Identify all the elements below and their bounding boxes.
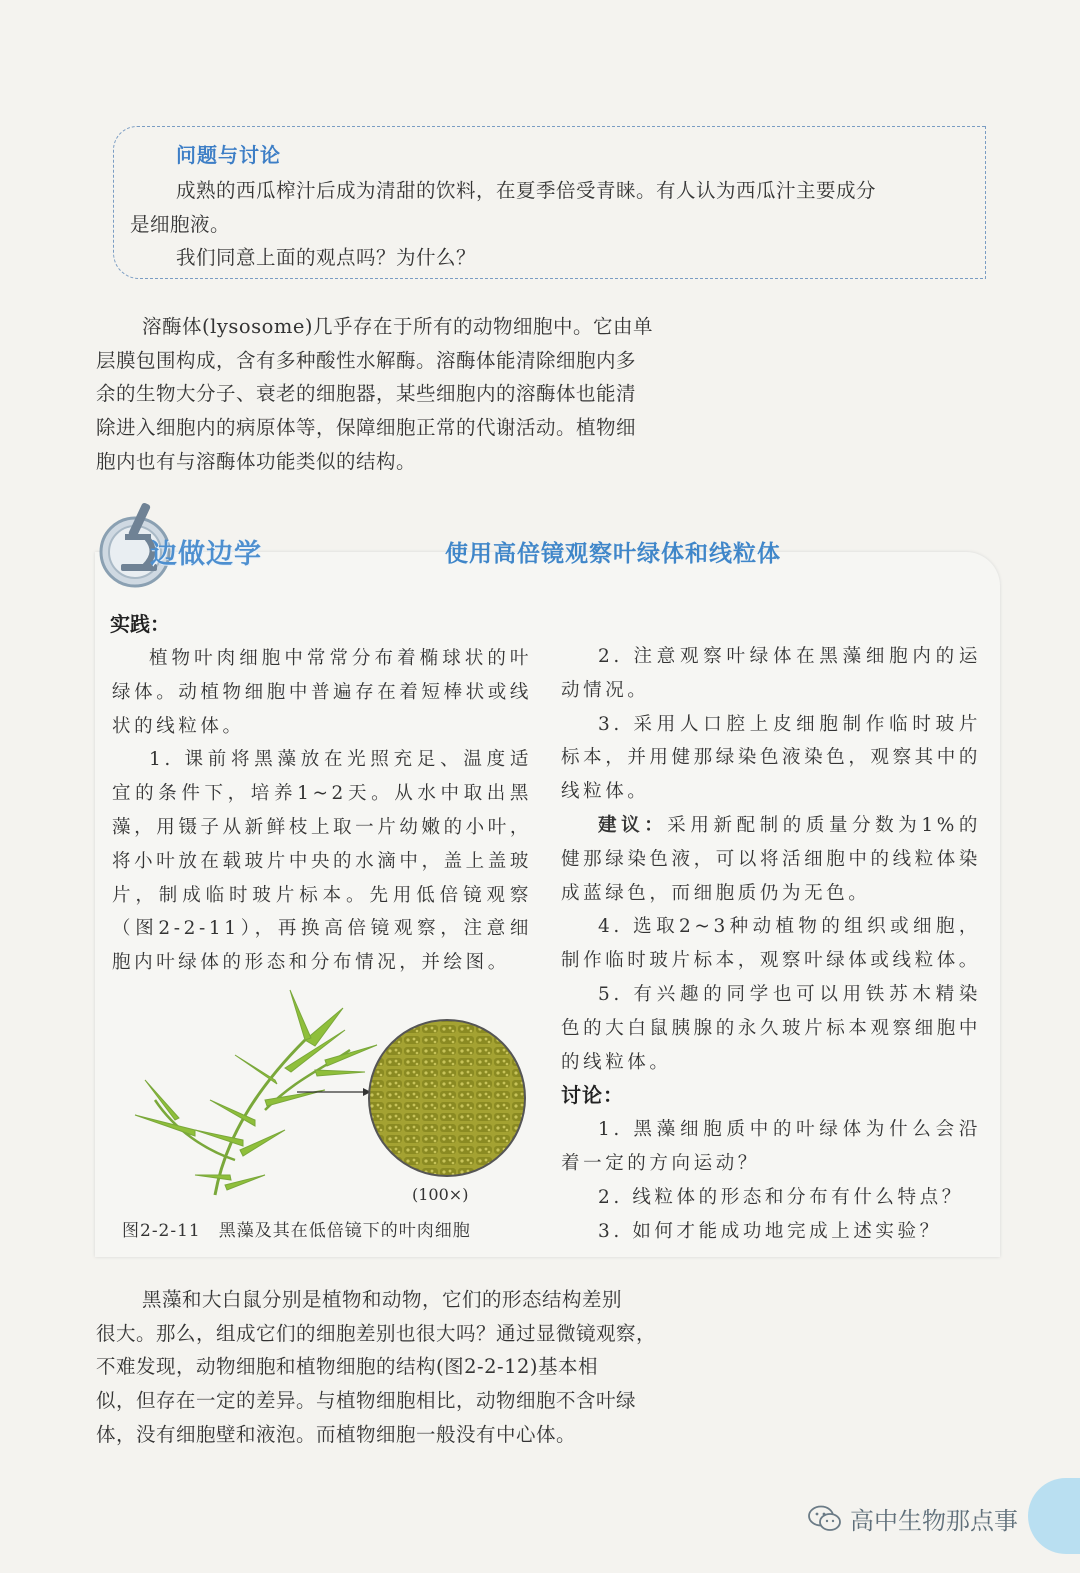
practice-heading: 实践：: [110, 612, 170, 636]
lysosome-paragraph: [96, 310, 696, 479]
closing-line: 不难发现，动物细胞和植物细胞的结构(图2-2-12)基本相: [96, 1355, 599, 1379]
lysosome-line: 溶酶体(lysosome)几乎存在于所有的动物细胞中。它由单: [142, 315, 653, 338]
discuss-question-2: 2. 线粒体的形态和分布有什么特点？: [598, 1186, 964, 1208]
practice-step-3: 3. 采用人口腔上皮细胞制作临时玻片标本，并用健那绿染色液染色，观察其中的线粒体。: [561, 713, 981, 803]
practice-step-1: 1. 课前将黑藻放在光照充足、温度适宜的条件下，培养1~2天。从水中取出黑藻，用镊子从新鲜枝上取一片幼嫩的小叶，将小叶放在载玻片中央的水滴中，盖上盖玻片，制成临时玻片标本。先用低倍镜观察（图2-2-11），再换高倍镜观察，注意细胞内叶绿体的形态和分布情况，并绘图。: [112, 749, 532, 974]
closing-paragraph: [96, 1283, 696, 1452]
discussion-line-3: 我们同意上面的观点吗？为什么？: [176, 246, 477, 270]
discussion-line-2: 是细胞液。: [130, 212, 231, 236]
practice-step-5: 5. 有兴趣的同学也可以用铁苏木精染色的大白鼠胰腺的永久玻片标本观察细胞中的线粒体。: [561, 983, 981, 1073]
activity-label: 边做边学: [150, 539, 262, 570]
practice-step-2: 2. 注意观察叶绿体在黑藻细胞内的运动情况。: [561, 646, 981, 701]
figure-caption: 图2-2-11 黑藻及其在低倍镜下的叶肉细胞: [122, 1221, 471, 1241]
closing-line: 黑藻和大白鼠分别是植物和动物，它们的形态结构差别: [142, 1288, 623, 1311]
cell-view: [369, 1020, 525, 1176]
suggestion-label: 建议：: [598, 814, 668, 836]
lysosome-line: 余的生物大分子、衰老的细胞器，某些细胞内的溶酶体也能清: [96, 382, 637, 406]
lysosome-line: 层膜包围构成，含有多种酸性水解酶。溶酶体能清除细胞内多: [96, 348, 637, 372]
suggestion: [561, 809, 981, 910]
activity-title: 使用高倍镜观察叶绿体和线粒体: [445, 540, 781, 567]
lysosome-line: 胞内也有与溶酶体功能类似的结构。: [96, 449, 417, 473]
watermark-text: 高中生物那点事: [850, 1507, 1018, 1535]
discuss-question-1: 1. 黑藻细胞质中的叶绿体为什么会沿着一定的方向运动？: [561, 1119, 981, 1174]
discussion-body: [130, 174, 975, 275]
activity-left-column: [112, 642, 532, 980]
wechat-icon: [808, 1505, 842, 1533]
hydrilla-figure: [115, 980, 540, 1245]
magnification-label: (100×): [412, 1185, 469, 1204]
watermark: [808, 1501, 1018, 1536]
lysosome-line: 除进入细胞内的病原体等，保障细胞正常的代谢活动。植物细: [96, 416, 637, 440]
discuss-heading: 讨论：: [561, 1083, 624, 1108]
activity-right-column: [561, 640, 981, 1248]
suggestion-text: 采用新配制的质量分数为1%的健那绿染色液，可以将活细胞中的线粒体染成蓝绿色，而细胞质仍为无色。: [561, 814, 981, 904]
practice-step-4: 4. 选取2~3种动植物的组织或细胞，制作临时玻片标本，观察叶绿体或线粒体。: [561, 916, 981, 972]
closing-line: 很大。那么，组成它们的细胞差别也很大吗？通过显微镜观察，: [96, 1321, 657, 1345]
page-number-tab: [1028, 1478, 1080, 1554]
discussion-title: 问题与讨论: [176, 143, 281, 167]
closing-line: 体，没有细胞壁和液泡。而植物细胞一般没有中心体。: [96, 1422, 577, 1446]
discussion-line-1: 成熟的西瓜榨汁后成为清甜的饮料，在夏季倍受青睐。有人认为西瓜汁主要成分: [176, 179, 877, 202]
discuss-question-3: 3. 如何才能成功地完成上述实验？: [598, 1220, 942, 1242]
practice-intro: 植物叶肉细胞中常常分布着椭球状的叶绿体。动植物细胞中普遍存在着短棒状或线状的线粒体。: [112, 648, 532, 737]
closing-line: 似，但存在一定的差异。与植物细胞相比，动物细胞不含叶绿: [96, 1389, 637, 1413]
